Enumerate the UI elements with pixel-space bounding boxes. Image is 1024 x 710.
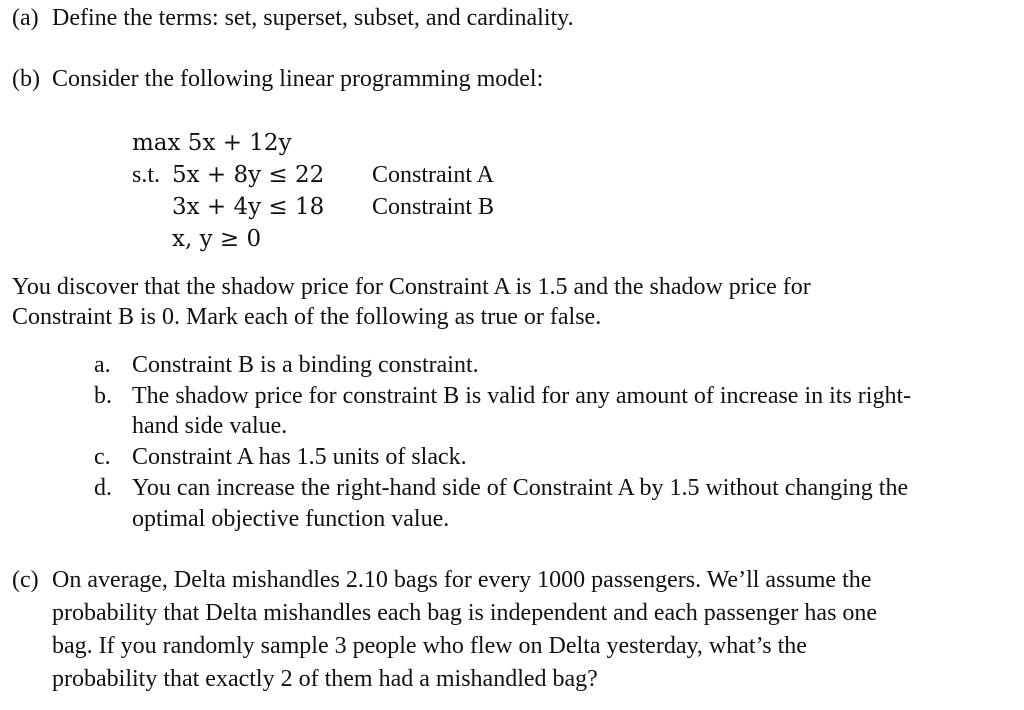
part-a-label: (a) (12, 5, 39, 31)
part-b-text: Consider the following linear programming model: (52, 66, 544, 92)
lp-constraint-a-name: Constraint A (372, 162, 495, 188)
lp-constraint-b-expr: 3x + 4y ≤ 18 (172, 194, 325, 220)
part-a-text: Define the terms: set, superset, subset, and cardinality. (52, 5, 574, 31)
part-b-label: (b) (12, 66, 40, 92)
item-d-marker: d. (94, 475, 112, 501)
item-c-marker: c. (94, 444, 111, 470)
part-c-label: (c) (12, 567, 39, 593)
item-d-line-2: optimal objective function value. (132, 506, 450, 532)
lp-objective: max 5x + 12y (132, 130, 292, 156)
part-c-line-4: probability that exactly 2 of them had a mishandled bag? (52, 666, 598, 692)
lp-st-prefix: s.t. (132, 162, 161, 188)
part-c-line-2: probability that Delta mishandles each bag is independent and each passenger has one (52, 600, 878, 626)
item-b-marker: b. (94, 383, 112, 409)
part-c-line-3: bag. If you randomly sample 3 people who flew on Delta yesterday, what’s the (52, 633, 807, 659)
lp-constraint-b-name: Constraint B (372, 194, 495, 220)
part-c-line-1: On average, Delta mishandles 2.10 bags for every 1000 passengers. We’ll assume the (52, 567, 872, 593)
item-b-line-1: The shadow price for constraint B is valid for any amount of increase in its right- (132, 383, 912, 409)
item-d-line-1: You can increase the right-hand side of Constraint A by 1.5 without changing the (132, 475, 909, 501)
lp-constraint-a-expr: 5x + 8y ≤ 22 (172, 162, 325, 188)
item-a-line-1: Constraint B is a binding constraint. (132, 352, 479, 378)
item-c-line-1: Constraint A has 1.5 units of slack. (132, 444, 467, 470)
lp-nonnegativity: x, y ≥ 0 (172, 226, 262, 252)
paragraph-line-1: You discover that the shadow price for Constraint A is 1.5 and the shadow price for (12, 274, 811, 300)
item-a-marker: a. (94, 352, 111, 378)
paragraph-line-2: Constraint B is 0. Mark each of the following as true or false. (12, 304, 602, 330)
item-b-line-2: hand side value. (132, 413, 288, 439)
